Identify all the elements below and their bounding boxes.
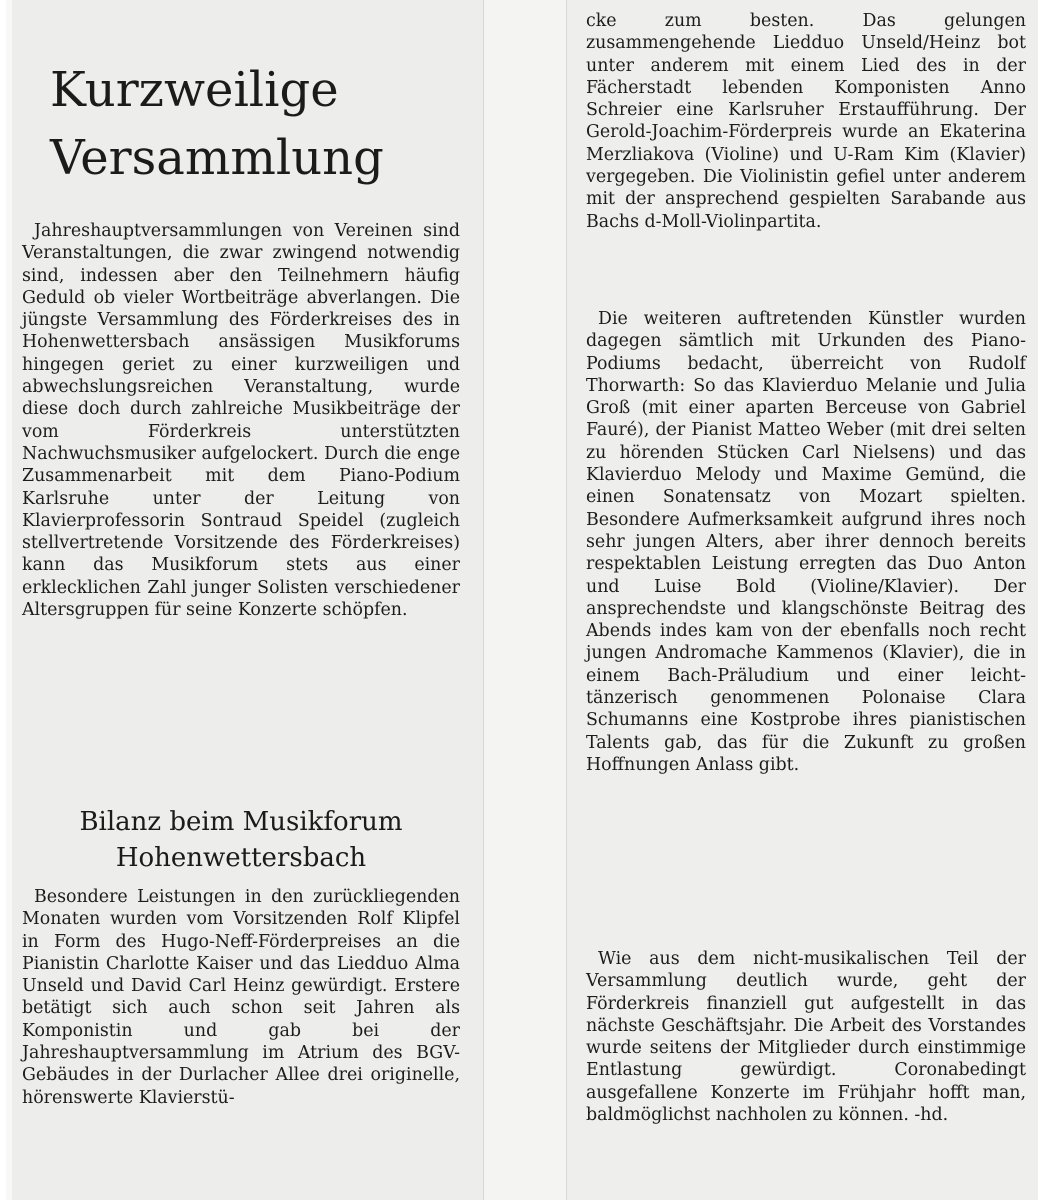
column-gutter xyxy=(484,0,566,1200)
article-paragraph-4: Wie aus dem nicht-musikalischen Teil der Versammlung deutlich wurde, geht der Förderkreis finanziell gut aufgestellt in das nächste Geschäftsjahr. Die Arbeit des Vorstandes wurde seitens der Mitglieder durch einstimmige Entlastung gewürdigt. Coronabedingt ausgefallene Konzerte im Frühjahr hofft man, baldmöglichst nachholen zu können. -hd. xyxy=(586,949,1026,1126)
article-paragraph-3: Die weiteren auftretenden Künstler wurden dagegen sämtlich mit Urkunden des Piano-Podiums bedacht, überreicht von Rudolf Thorwarth: So das Klavierduo Melanie und Julia Groß (mit einer aparten Berceuse von Gabriel Fauré), der Pianist Matteo Weber (mit drei selten zu hörenden Stücken Carl Nielsens) und das Klavierduo Melody und Maxime Gemünd, die einen Sonatensatz von Mozart spielten. Besondere Aufmerksamkeit aufgrund ihres noch sehr jungen Alters, aber ihrer dennoch bereits respektablen Leistung erregten das Duo Anton und Luise Bold (Violine/Klavier). Der ansprechendste und klangschönste Beitrag des Abends indes kam von der ebenfalls noch recht jungen Andromache Kammenos (Klavier), die in einem Bach-Präludium und einer leicht-tänzerisch genommenen Polonaise Clara Schumanns eine Kostprobe ihres pianistischen Talents gab, das für die Zukunft zu großen Hoffnungen Anlass gibt. xyxy=(586,309,1026,775)
article-intro: Jahreshauptversammlungen von Vereinen sind Veranstaltungen, die zwar zwingend notwendig sind, indessen aber den Teilnehmern häufig Geduld ob vieler Wortbeiträge abverlangen. Die jüngste Versammlung des Förderkreises des in Hohenwettersbach ansässigen Musikforums hingegen geriet zu einer kurzweiligen und abwechslungsreichen Veranstaltung, wurde diese doch durch zahlreiche Musikbeiträge der vom Förderkreis unterstützten Nachwuchsmusiker aufgelockert. Durch die enge Zusammenarbeit mit dem Piano-Podium Karlsruhe unter der Leitung von Klavierprofessorin Sontraud Speidel (zugleich stellvertretende Vorsitzende des Förderkreises) kann das Musikforum stets aus einer erklecklichen Zahl junger Solisten verschiedener Altersgruppen für seine Konzerte schöpfen. xyxy=(22,221,460,621)
article-subheading: Bilanz beim Musikforum Hohenwettersbach xyxy=(79,807,403,873)
article-headline: Kurzweilige Versammlung xyxy=(50,62,384,186)
article-paragraph-2-end: cke zum besten. Das gelungen zusammengehende Liedduo Unseld/Heinz bot unter anderem mit einem Lied des in der Fächerstadt lebenden Komponisten Anno Schreier eine Karlsruher Erstaufführung. Der Gerold-Joachim-Förderpreis wurde an Ekaterina Merzliakova (Violine) und U-Ram Kim (Klavier) vergegeben. Die Violinistin gefiel unter anderem mit der ansprechend gespielten Sarabande aus Bachs d-Moll-Violinpartita. xyxy=(586,11,1026,232)
article-paragraph-2-start: Besondere Leistungen in den zurückliegenden Monaten wurden vom Vorsitzenden Rolf Klipfel in Form des Hugo-Neff-Förderpreises an die Pianistin Charlotte Kaiser und das Liedduo Alma Unseld und David Carl Heinz gewürdigt. Erstere betätigt sich auch schon seit Jahren als Komponistin und gab bei der Jahreshauptversammlung im Atrium des BGV-Gebäudes in der Durlacher Allee drei originelle, hörenswerte Klavierstü- xyxy=(22,887,460,1108)
